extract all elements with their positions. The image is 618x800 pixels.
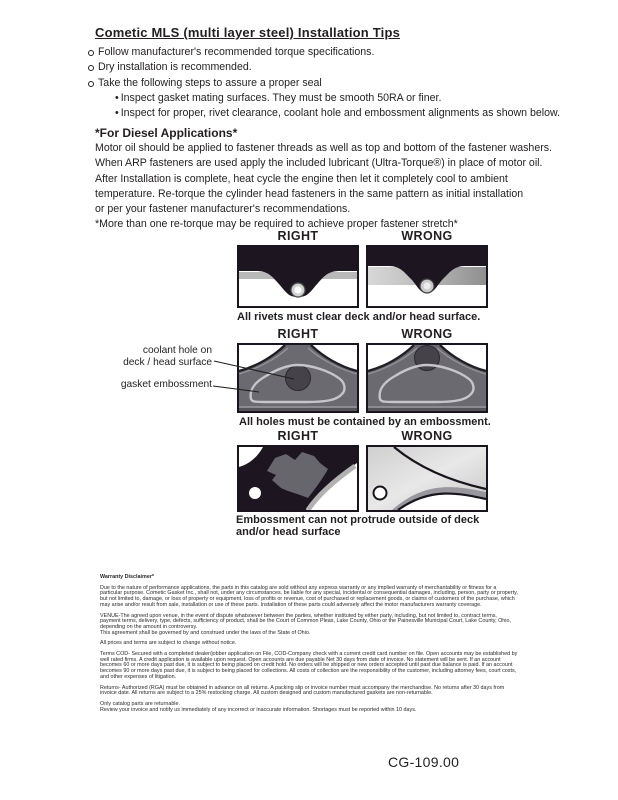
disclaimer-paragraph: Due to the nature of performance applications, the parts in this catalog are sold without any express warranty or any implied warranty of merchantability or fitness for a particular purpose. Cometic Gasket Inc., shall not, under any circumstances, be liable for any special, incidental or consequential damages, including, person, party or property, but not limited to, damage, or loss of property or equipment, loss of profits or revenue, cost of purchased or replacement goods, or claims of customers of the purchase, which may arise and/or result from sale, installation or use of these parts. Installation of these parts could adversely affect the motor manufacturers warranty coverage. [100,584,518,608]
diesel-paragraph-2 [95,172,523,218]
row2-caption: All holes must be contained by an embossment. [239,416,491,428]
paragraph-line: After Installation is complete, heat cycle the engine then let it completely cool to ambient [95,173,508,185]
embossment-right-illustration [239,447,357,510]
diesel-paragraph-1 [95,141,552,171]
row3-caption [236,514,479,539]
list-item [88,46,560,61]
disclaimer-paragraph: All prices and terms are subject to change without notice. [100,640,237,647]
list-item [88,77,560,92]
circle-bullet-icon [88,50,94,56]
paragraph-line: *More than one re-torque may be required to achieve proper fastener stretch* [95,218,458,230]
annotation-line: deck / head surface [123,356,212,368]
rivet-right-illustration [239,247,357,306]
disclaimer-paragraph: Returns- Authorized (RGA) must be obtained in advance on all returns. A packing slip or invoice number must accompany the merchandise. No returns after 30 days from invoice date. All returns are subject to a 25% restocking charge. All custom designed and custom manufactured gaskets are non-returnable. [100,684,505,697]
disclaimer-paragraph: Terms COD- Secured with a completed dealer/jobber application on File, COD-Company check with a current credit card number on file. Open accounts may be established by well rated firms. A credit application is available upon request. Open accounts are due payable Net 30 days from date of invoice. No statement will be sent. If an account becomes 60 or more days past due, it is subject to being placed on credit hold. No orders will be shipped or new orders accepted until past due balance is paid. If an account becomes 90 or more days past due, it is subject to being placed for collections. All costs of collection are the responsibility of the customer, including attorney fees, court costs, and other expenses of litigation. [100,651,518,680]
paragraph-line: temperature. Re-torque the cylinder head fasteners in the same pattern as initial installation [95,188,524,201]
page-code: CG-109.00 [388,754,460,770]
embossment-wrong-illustration [368,447,486,510]
rivet-wrong-illustration [368,247,486,306]
gasket-embossment-annotation [104,379,212,391]
caption-line: and/or head surface [236,526,341,539]
wrong-label-row1: WRONG [401,229,453,243]
diesel-heading: *For Diesel Applications* [95,126,238,140]
list-item [115,92,560,107]
disclaimer-paragraph: VENUE-The agreed upon venue, in the event of dispute whatsoever between the parties, whether instituted by either party, including, but not limited to, contract terms, payment terms, delivery, type, defects, sufficiency of product, shall be the Court of Common Pleas, Lake County, Ohio or the Painesville Municipal Court, Lake County, Ohio, depending on the amount in controversy. [100,612,511,630]
list-item [115,107,560,122]
wrong-label-row3: WRONG [401,429,453,443]
right-label-row2: RIGHT [277,327,319,341]
annotation-line: gasket embossment [120,379,212,390]
paragraph-line: or per your fastener manufacturer's recommendations. [95,203,351,216]
tip-text: Dry installation is recommended. [98,61,252,74]
disclaimer-paragraph: Review your invoice and notify us immediately of any incorrect or inaccurate information. Shortages must be reported within 10 days. [100,706,417,713]
embossment-right-figure [237,445,359,512]
rivet-wrong-figure [366,245,488,308]
list-item [88,61,560,76]
disclaimer-paragraph: Only catalog parts are returnable. [100,700,181,707]
caption-line: Embossment can not protrude outside of deck [236,514,480,526]
dot-bullet-icon: • [115,107,119,120]
coolant-wrong-figure [366,343,488,413]
right-label-row1: RIGHT [277,229,319,243]
tip-text: Follow manufacturer's recommended torque specifications. [98,46,375,58]
tip-text: Inspect for proper, rivet clearance, coolant hole and embossment alignments as shown below. [120,107,561,120]
row1-caption: All rivets must clear deck and/or head surface. [237,311,481,323]
coolant-right-figure [237,343,359,413]
warranty-disclaimer [100,575,518,713]
tip-text: Take the following steps to assure a proper seal [98,76,322,89]
disclaimer-paragraph: This agreement shall be governed by and construed under the laws of the State of Ohio. [100,629,311,636]
circle-bullet-icon [88,81,94,87]
coolant-hole-annotation [104,345,212,368]
rivet-right-figure [237,245,359,308]
paragraph-line: Motor oil should be applied to fastener threads as well as top and bottom of the fastener washers. [95,142,552,154]
right-label-row3: RIGHT [277,429,319,443]
embossment-wrong-figure [366,445,488,512]
circle-bullet-icon [88,65,94,71]
coolant-wrong-illustration [368,345,486,411]
tip-text: Inspect gasket mating surfaces. They must be smooth 50RA or finer. [120,91,442,104]
annotation-line: coolant hole on [142,345,212,356]
page-title: Cometic MLS (multi layer steel) Installation Tips [95,25,401,40]
paragraph-line: When ARP fasteners are used apply the included lubricant (Ultra-Torque®) in place of motor oil. [95,157,543,170]
disclaimer-heading: Warranty Disclaimer* [100,574,155,580]
wrong-label-row2: WRONG [401,327,453,341]
coolant-right-illustration [239,345,357,411]
dot-bullet-icon: • [115,91,119,104]
tips-list [88,46,560,122]
